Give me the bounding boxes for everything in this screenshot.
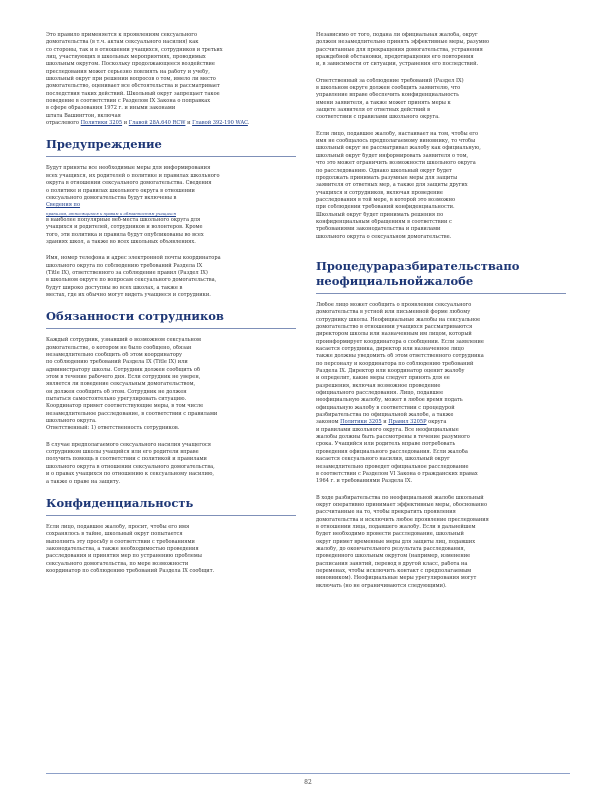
prevention-heading-block (46, 137, 296, 157)
informal-link-mid: и (383, 419, 387, 426)
text-line: преследования может серьезно повлиять на работу и учебу, (46, 68, 210, 75)
text-line: школьный округ при решении вопросов о том, имело ли место (46, 76, 216, 83)
text-line: рассчитанные для прекращения домогательства, устранения (316, 46, 483, 53)
text-line: будут широко доступны во всех школах, а также в (46, 284, 183, 291)
confidentiality-heading-block (46, 496, 296, 516)
text-line: школьным округом. Поскольку продолжающееся воздействие (46, 61, 215, 68)
text-line: законодательства, а также необходимостью проведения (46, 545, 199, 552)
text-line: школьный округ не рассматривал жалобу как официальную, (316, 145, 481, 152)
response-paragraph (316, 32, 566, 69)
text-line: зданиях школ, а также во всех школьных объявлениях. (46, 238, 196, 245)
text-line: что это может ограничить возможности школьного округа (316, 160, 476, 167)
intro-paragraph (46, 32, 296, 120)
text-line: Школьный округ будет принимать решения по (316, 211, 444, 218)
text-line: незамедлительно сообщить об этом координатору (46, 352, 183, 358)
wac-392-190-link[interactable]: Главой 392-190 WAC (192, 120, 248, 127)
text-line: Ответственный: 1) ответственность сотрудников. (46, 425, 180, 432)
text-line: (Title IX), ответственного за соблюдение правил (Раздел IX) (46, 269, 208, 276)
coordinator-notice-paragraph (316, 78, 566, 122)
text-line: последствия таких действий. Школьный округ запрещает такое (46, 90, 220, 97)
text-line: домогательство, оценивает все обстоятельства и рассматривает (46, 83, 220, 90)
text-line: продолжать принимать разумные меры для защиты (316, 174, 458, 181)
student-rights-link[interactable]: Сведения по (46, 202, 81, 209)
intro-links (46, 120, 296, 127)
text-line: Если лицо, подавшее жалобу, настаивает на том, чтобы его (316, 130, 479, 137)
text-line: в школьном округе по вопросам сексуального домогательства, (46, 277, 217, 284)
intro-link-and: и (187, 120, 191, 127)
confidentiality-paragraph (46, 524, 296, 575)
heading-divider (46, 515, 296, 516)
text-line: проведения официального расследования. Если жалоба (316, 448, 468, 455)
text-line: В случае предполагаемого сексуального насилия учащегося (46, 441, 211, 448)
text-line: имени заявителя, а также может принять меры к (316, 99, 451, 106)
text-line: жалобу, до окончательного результата расследования, (316, 545, 466, 552)
text-line: школьный округ будет информировать заявителя о том, (316, 152, 469, 159)
coordinator-paragraph (46, 255, 296, 299)
text-line: должен незамедлительно принять эффективные меры, разумно (316, 39, 490, 46)
staff-assault-paragraph (46, 442, 296, 486)
text-line: лиц, участвующих в школьных мероприятиях, проводимых (46, 54, 206, 61)
text-line: округ примет временные меры для защиты лиц, подавших (316, 538, 476, 545)
text-line: и, в зависимости от ситуации, устранения его последствий. (316, 61, 479, 68)
text-line: конфиденциальным обращениям в соответствии с (316, 218, 452, 225)
text-line: официальную жалобу в соответствии с процедурой (316, 404, 455, 411)
informal-link-post: округа (428, 419, 447, 426)
text-line: выполнить эту просьбу в соответствии с требованиями (46, 538, 195, 545)
text-line: разрешения, включая возможное проведение (316, 382, 441, 389)
text-line: в школьном округе должен сообщить заявителю, что (316, 85, 461, 92)
text-line: разбирательства по официальной жалобе, а также (316, 412, 454, 419)
prevention-paragraph (46, 165, 296, 246)
prevention-heading: Предупреждение (46, 137, 162, 152)
text-line: директором школы или назначенным им лицом, который (316, 331, 472, 338)
text-line: о политике и правилах школьного округа в отношении (46, 187, 195, 194)
text-line: домогательства и исключить любое проявление преследования (316, 516, 489, 523)
text-line: в отношении лица, подавшего жалобу. Если в дальнейшем (316, 523, 476, 530)
text-line: Ответственный за соблюдение требований (Раздел IX) (316, 77, 464, 84)
interim-measures-paragraph (316, 495, 566, 590)
intro-link-mid: и (123, 120, 128, 127)
text-line: в наиболее популярные веб-места школьного округа для (46, 216, 201, 223)
text-line: переменах, чтобы исключить контакт с предполагаемым (316, 567, 472, 574)
text-line: по расследованию. Однако школьный округ будет (316, 167, 452, 174)
text-line: Независимо от того, подана ли официальная жалоба, округ (316, 32, 478, 38)
right-column (316, 32, 566, 599)
text-line: штата Вашингтон, включая (46, 112, 121, 119)
text-line: 1964 г. и требованиями Раздела IX. (316, 478, 413, 485)
text-line: проведенного школьным округом (например, изменение (316, 553, 471, 560)
text-line: домогательстве, о котором не было сообщено, обязан (46, 344, 192, 351)
procedure-3205p-link[interactable]: Правил 3205P (388, 419, 427, 426)
text-line: сексуального домогательства будут включены в (46, 194, 177, 201)
text-line: виновником). Неофициальные меры урегулирования могут (316, 575, 477, 582)
text-line: по соблюдению требований Раздела IX (Title IX) или (46, 359, 188, 366)
heading-word: разбирательства (388, 258, 504, 273)
text-line: получить помощь в соответствии с политикой и правилами (46, 456, 207, 463)
footer-divider (46, 773, 570, 774)
text-line: местах, где их обычно могут видеть учащиеся и сотрудники. (46, 291, 211, 298)
text-line: он должен сообщить об этом. Сотрудник не должен (46, 388, 187, 395)
text-line: домогательства в устной или письменной форме любому (316, 309, 471, 316)
text-line: сохранялось в тайне, школьный округ попытается (46, 531, 183, 538)
confidentiality-heading: Конфиденциальность (46, 495, 194, 510)
staff-duties-heading: Обязанности сотрудников (46, 309, 224, 324)
text-line: в соответствии с Разделом VI Закона о гражданских правах (316, 470, 478, 477)
staff-duties-paragraph (46, 337, 296, 432)
text-line: проинформирует координатора о сообщении. Если заявление (316, 338, 484, 345)
text-line: защите заявителя от ответных действий в (316, 107, 430, 114)
text-line: управление вправе обеспечить конфиденциальность (316, 92, 459, 99)
text-line: по персоналу и координатора по соблюдению требований (316, 360, 474, 367)
text-line: Будут приняты все необходимые меры для информирования (46, 165, 211, 172)
text-line: незамедлительно проведет официальное расследование (316, 463, 469, 470)
text-line: всех учащихся, их родителей о политике и правилах школьного (46, 172, 220, 179)
page-number: 82 (304, 779, 312, 786)
text-line: требованиями законодательства и правилами (316, 226, 441, 233)
text-line: расписания занятий, перевод в другой класс, работа на (316, 560, 468, 567)
text-line: округ оперативно принимает эффективные меры, обоснованно (316, 501, 488, 508)
text-line: Раздела IX. Директор или координатор оценит жалобу (316, 368, 465, 375)
text-line: и о правах учащихся по отношению к сексуальному насилию, (46, 471, 215, 478)
heading-word: неофициальной (316, 273, 424, 288)
text-line: будет необходимо провести расследование, школьный (316, 531, 464, 538)
text-line: того, эти политика и правила будут опубликованы во всех (46, 231, 204, 238)
text-line: школьного округа. (46, 418, 97, 425)
text-line: В ходе разбирательства по неофициальной жалобе школьный (316, 494, 484, 501)
anonymity-paragraph (316, 131, 566, 241)
informal-link-pre: законом (316, 419, 339, 426)
text-line: а также о праве на защиту. (46, 478, 121, 485)
text-line: со стороны, так и в отношении учащихся, сотрудников и третьих (46, 46, 223, 53)
informal-procedure-heading-line-2 (316, 273, 474, 289)
informal-procedure-paragraph (316, 302, 566, 486)
text-line: учащихся и сотрудников, включая проведение (316, 189, 443, 196)
text-line: Если лицо, подавшее жалобу, просит, чтобы его имя (46, 523, 190, 530)
heading-word: жалобе (423, 273, 474, 288)
staff-duties-heading-block (46, 309, 296, 329)
heading-divider (316, 293, 566, 294)
text-line: Имя, номер телефона и адрес электронной почты координатора (46, 255, 221, 262)
text-line: враждебной обстановки, предотвращения его повторения (316, 54, 474, 61)
text-line: соответствии с правилами школьного округа. (316, 114, 440, 121)
text-line: рассчитанные на то, чтобы прекратить проявления (316, 509, 456, 516)
text-line: имя не сообщалось предполагаемому виновнику, то чтобы (316, 138, 476, 145)
left-column (46, 32, 296, 584)
heading-word: по (503, 258, 520, 273)
text-line: поведение в соответствии с Разделом IX Закона о поправках (46, 98, 211, 105)
text-line: округа в отношении сексуального домогательства. Сведения (46, 180, 212, 187)
informal-procedure-heading-line-1 (316, 258, 520, 274)
intro-link-pre: отраслевого (46, 120, 79, 127)
text-line: сотруднику школы. Неофициальные жалобы на сексуальное (316, 316, 481, 323)
text-line: этом в течение рабочего дня. Если сотрудник не уверен, (46, 374, 201, 381)
text-line: администратору школы. Сотрудник должен сообщить об (46, 366, 201, 373)
text-line: касается сотрудника, директор или назначенное лицо (316, 346, 464, 352)
text-line: и правилами школьного округа. Все неофициальные (316, 426, 459, 433)
text-line: домогательство в отношении учащихся рассматриваются (316, 323, 473, 330)
intro-link-end: . (247, 120, 250, 127)
text-line: Это правило применяется к проявлениям сексуального (46, 32, 198, 38)
text-line: срока. Учащийся или родитель вправе потребовать (316, 441, 456, 448)
text-line: неофициальную жалобу, может в любое время подать (316, 397, 463, 404)
text-line: жалобы должны быть рассмотрены в течение разумного (316, 434, 470, 441)
heading-divider (46, 156, 296, 157)
policy-3205-link[interactable]: Политики 3205 (80, 120, 123, 127)
text-line: незамедлительное расследование, в соответствии с правилами (46, 410, 218, 417)
policy-3205-link[interactable]: Политики 3205 (340, 419, 382, 426)
heading-word: Процедура (316, 258, 389, 273)
text-line: расследования и принятия мер по устранению проблемы (46, 553, 202, 560)
text-line: сексуального домогательства, по мере возможности (46, 560, 189, 567)
text-line: школьного округа в отношении сексуального домогательства, (46, 463, 215, 470)
student-rights-link-subtitle[interactable]: правилам, относящимся к правам и обязанностям учащихся (46, 210, 177, 216)
text-line: Каждый сотрудник, узнавший о возможном сексуальном (46, 337, 201, 344)
text-line: касается сексуального насилия, школьный округ (316, 456, 450, 463)
text-line: школьного округа о сексуальном домогательстве. (316, 233, 452, 240)
text-line: домогательства (в т.ч. актам сексуального насилия) как (46, 39, 199, 46)
text-line: учащихся и родителей, сотрудников и волонтеров. Кроме (46, 224, 203, 231)
text-line: и определит, какие меры следует принять для ее (316, 375, 450, 382)
heading-divider (46, 328, 296, 329)
text-line: расследования в той мере, в которой это возможно (316, 196, 456, 203)
text-line: школьного округа по соблюдению требований Раздела IX (46, 262, 203, 269)
text-line: Координатор примет соответствующие меры, в том числе (46, 403, 204, 410)
rcw-28a640-link[interactable]: Главой 28A.640 RCW (128, 120, 186, 127)
informal-procedure-heading-block (316, 259, 566, 294)
text-line: при соблюдении требований конфиденциальности. (316, 204, 455, 211)
text-line: является ли поведение сексуальным домогательством, (46, 381, 196, 388)
text-line: сотрудником школы учащийся или его родители вправе (46, 449, 199, 456)
text-line: Любое лицо может сообщить о проявлении сексуального (316, 301, 472, 308)
text-line: в сфере образования 1972 г. и иными законами (46, 105, 176, 112)
text-line: пытаться самостоятельно урегулировать ситуацию. (46, 396, 187, 403)
text-line: заявителя от ответных мер, а также для защиты других (316, 182, 468, 189)
text-line: включать (но не ограничиваются следующими). (316, 582, 447, 589)
text-line: также должны уведомить об этом ответственного сотрудника (316, 353, 484, 360)
text-line: координатор по соблюдению требований Раздела IX сообщит. (46, 567, 215, 574)
text-line: официального расследования. Лицо, подавшее (316, 390, 444, 397)
